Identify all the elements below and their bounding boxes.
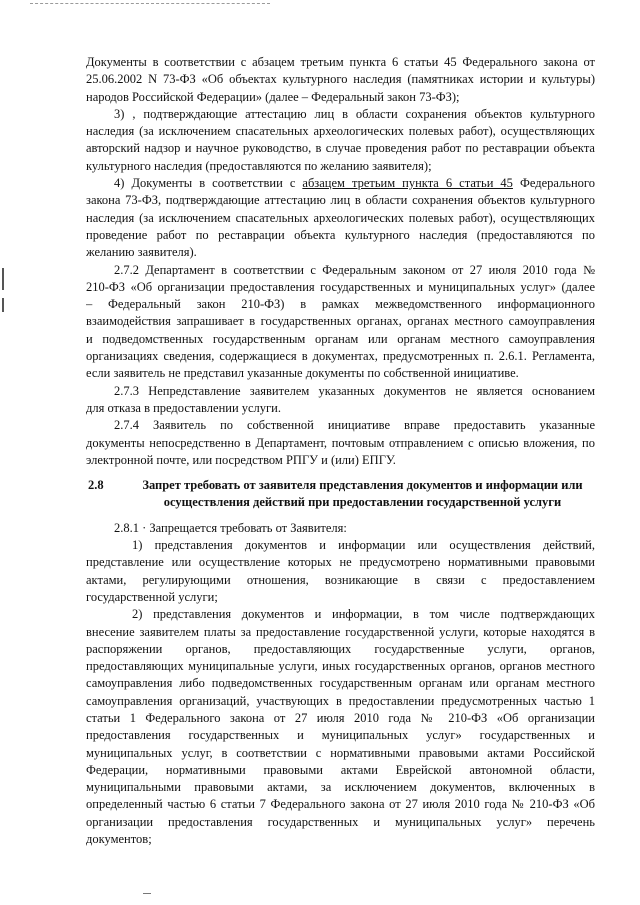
text-line: взаимодействия запрашивает в государственных органах, органах местного самоуправления: [86, 314, 595, 329]
text-line: наследия (за исключением спасательных археологических полевых работ), осуществляющих: [86, 210, 595, 225]
text-line: 2.7.2 Департамент в соответствии с Федеральным законом от 27 июля 2010 года №: [114, 262, 595, 277]
text-line: и подведомственных государственным органам или органам местного самоуправления: [86, 331, 595, 346]
clause-2-7-4: [86, 417, 595, 469]
section-number: 2.8: [88, 478, 104, 493]
text-line: проведение работ по реставрации объекта культурного наследия (предоставляются по: [86, 227, 595, 242]
text-line: 210-ФЗ «Об организации предоставления государственных и муниципальных услуг» (далее: [86, 279, 595, 294]
text-line: статьи 1 Федерального закона от 27 июля 2010 года № 210-ФЗ «Об организации: [86, 710, 595, 725]
text-line: народов Российской Федерации» (далее – Федеральный закон 73-ФЗ);: [86, 89, 460, 104]
clause-2-7-2: [86, 262, 595, 383]
text-line: определенный частью 6 статьи 7 Федерального закона от 27 июля 2010 года № 210-ФЗ «Об: [86, 797, 595, 812]
text-line: организациях сведения, содержащиеся в документах, предусмотренных п. 2.6.1. Регламента,: [86, 349, 595, 364]
text-line: [86, 175, 595, 192]
item-4: [86, 175, 595, 261]
scan-bottom-mark: [143, 893, 151, 894]
text-line: документы непосредственно в Департамент, почтовым отправлением с описью вложения, по: [86, 435, 595, 450]
section-title-line: Запрет требовать от заявителя представления документов и информации или: [142, 478, 583, 493]
clause-2-7-3: [86, 383, 595, 418]
text-line: представление или осуществление которых не предусмотрено нормативными правовыми: [86, 555, 595, 570]
text-line: желанию заявителя).: [86, 245, 197, 260]
text-line: самоуправления организаций, участвующих в предоставлении предусмотренных частью 1: [86, 693, 595, 708]
document-body: [86, 54, 595, 848]
text-line: государственной услуги;: [86, 589, 218, 604]
section-2-8-heading: [86, 477, 595, 512]
text-line: распоряжении органов, предоставляющих государственные услуги, органов,: [86, 641, 595, 656]
text-line: наследия (за исключением спасательных археологических полевых работ), осуществляющих: [86, 124, 595, 139]
text-line: – Федеральный закон 210-ФЗ) в рамках межведомственного информационного: [86, 297, 595, 312]
text-line: муниципальных услуг, в соответствии с нормативными правовыми актами Российской: [86, 745, 595, 760]
text-line: самоуправления либо подведомственных государственным органам или органам местного: [86, 676, 595, 691]
text-line: авторский надзор и научное руководство, в случае проведения работ по реставрации объекта: [86, 141, 595, 156]
text-line: внесение заявителем платы за предоставление государственной услуги, которые находятся в: [86, 624, 595, 639]
text-line: культурного наследия (предоставляются по желанию заявителя);: [86, 158, 432, 173]
law-reference-link[interactable]: абзацем третьим пункта 6 статьи 45: [302, 176, 513, 191]
item-4-suffix: Федерального: [512, 176, 595, 191]
text-line: 2.7.4 Заявитель по собственной инициативе вправе предоставить указанные: [114, 418, 595, 433]
scan-edge-top: [30, 3, 270, 4]
sub-item-1: [86, 537, 595, 606]
text-line: электронной почте, или посредством РПГУ и (или) ЕПГУ.: [86, 452, 396, 467]
text-line: если заявитель не представил указанные документы по собственной инициативе.: [86, 366, 519, 381]
text-line: 2) представления документов и информации, в том числе подтверждающих: [132, 607, 595, 622]
item-3: [86, 106, 595, 175]
text-line: 3) , подтверждающие аттестацию лиц в области сохранения объектов культурного: [114, 106, 595, 121]
text-line: Федерации, нормативными правовыми актами Еврейской автономной области,: [86, 762, 595, 777]
text-line: муниципальными правовыми актами, за исключением документов, включенных в: [86, 780, 595, 795]
text-line: документов;: [86, 832, 152, 847]
text-line: 2.8.1 · Запрещается требовать от Заявителя:: [114, 520, 347, 535]
sub-item-2: [86, 606, 595, 848]
item-4-prefix: 4) Документы в соответствии с: [114, 176, 303, 191]
text-line: предоставляющих муниципальные услуги, иных государственных органов, органов местного: [86, 659, 595, 674]
text-line: 2.7.3 Непредставление заявителем указанных документов не является основанием: [114, 383, 595, 398]
paragraph-documents-73fz: [86, 54, 595, 106]
text-line: 1) представления документов и информации или осуществления действий,: [132, 538, 595, 553]
text-line: закона 73-ФЗ, подтверждающие аттестацию лиц в области сохранения объектов культурного: [86, 193, 595, 208]
text-line: организации предоставления государственных и муниципальных услуг» перечень: [86, 814, 595, 829]
text-line: 25.06.2002 N 73-ФЗ «Об объектах культурного наследия (памятниках истории и культуры): [86, 72, 595, 87]
text-line: актами, регулирующими отношения, возникающие в связи с предоставлением: [86, 572, 595, 587]
section-title-line: осуществления действий при предоставлении государственной услуги: [163, 495, 562, 510]
text-line: Документы в соответствии с абзацем третьим пункта 6 статьи 45 Федерального закона от: [86, 55, 595, 69]
scan-left-mark: [2, 298, 4, 312]
text-line: для отказа в предоставлении услуги.: [86, 400, 281, 415]
clause-2-8-1: [86, 520, 595, 537]
scan-left-mark: [2, 268, 4, 290]
text-line: предоставления государственных и муниципальных услуг» государственных и: [86, 728, 595, 743]
